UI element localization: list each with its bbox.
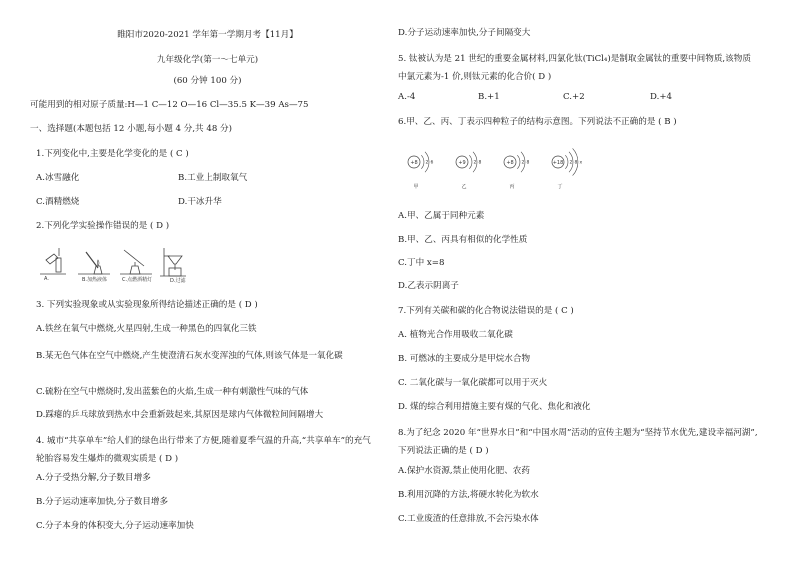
q7-option-d: D. 煤的综合利用措施主要有煤的气化、焦化和液化 bbox=[398, 402, 591, 412]
q1-option-d: D.干冰升华 bbox=[178, 197, 222, 207]
particle-label: 丙 bbox=[509, 184, 515, 190]
particle-diagram bbox=[552, 148, 583, 190]
q5-option-a: A.-4 bbox=[398, 92, 416, 102]
shell-electron-count: 8 bbox=[526, 160, 530, 166]
q3-stem: 3. 下列实验现象或从实验现象所得结论描述正确的是 ( D ) bbox=[36, 300, 258, 310]
shell-electron-count: 8 bbox=[478, 160, 482, 166]
shell-electron-count: 2 bbox=[521, 160, 525, 166]
q2-fig-label-a: A. bbox=[44, 276, 49, 282]
q7-option-a: A. 植物光合作用吸收二氧化碳 bbox=[398, 330, 513, 340]
shell-electron-count: x bbox=[579, 160, 583, 166]
q3-option-b: B.某无色气体在空气中燃烧,产生使澄清石灰水变浑浊的气体,则该气体是一氧化碳 bbox=[36, 351, 343, 361]
q6-option-c: C.丁中 x=8 bbox=[398, 258, 445, 268]
nucleus-charge: +8 bbox=[506, 160, 514, 166]
q8-stem: 8.为了纪念 2020 年“世界水日”和“中国水周”活动的宣传主题为“坚持节水优先,建设幸福河湖”,下列说法正确的是 ( D ) bbox=[398, 428, 758, 456]
q1-option-b: B.工业上制取氧气 bbox=[178, 173, 248, 183]
shell-electron-count: 2 bbox=[425, 160, 429, 166]
exam-subtitle: 九年级化学(第一～七单元) bbox=[156, 55, 259, 65]
q8-option-b: B.利用沉降的方法,将硬水转化为软水 bbox=[398, 490, 539, 500]
q6-particle-diagrams bbox=[404, 146, 594, 192]
electron-shell-arc bbox=[469, 155, 472, 169]
q1-option-c: C.酒精燃烧 bbox=[36, 197, 80, 207]
shell-electron-count: 2 bbox=[569, 160, 573, 166]
q1-option-a: A.冰雪融化 bbox=[36, 173, 80, 183]
q4-option-b: B.分子运动速率加快,分子数目增多 bbox=[36, 497, 169, 507]
q5-option-c: C.+2 bbox=[563, 92, 585, 102]
shell-electron-count: 6 bbox=[430, 160, 434, 166]
q6-option-b: B.甲、乙、丙具有相似的化学性质 bbox=[398, 235, 528, 245]
particle-label: 甲 bbox=[413, 184, 419, 190]
q8-option-c: C.工业废渣的任意排放,不会污染水体 bbox=[398, 514, 539, 524]
q4-option-c: C.分子本身的体积变大,分子运动速率加快 bbox=[36, 521, 194, 531]
q3-option-a: A.铁丝在氧气中燃烧,火星四射,生成一种黑色的四氧化三铁 bbox=[36, 324, 257, 334]
nucleus-charge: +8 bbox=[410, 160, 418, 166]
particle-diagram bbox=[408, 152, 434, 190]
exam-time-score: (60 分钟 100 分) bbox=[173, 76, 242, 86]
q7-stem: 7.下列有关碳和碳的化合物说法错误的是 ( C ) bbox=[398, 306, 574, 316]
q7-option-b: B. 可燃冰的主要成分是甲烷水合物 bbox=[398, 354, 531, 364]
section-heading: 一、选择题(本题包括 12 小题,每小题 4 分,共 48 分) bbox=[30, 124, 232, 134]
nucleus-charge: +9 bbox=[458, 160, 466, 166]
q4-stem: 4. 城市“共享单车”给人们的绿色出行带来了方便,随着夏季气温的升高,“共享单车”的充气轮胎容易发生爆炸的微观实质是 ( D ) bbox=[36, 436, 371, 464]
q3-option-d: D.踩瘪的乒乓球放到热水中会重新鼓起来,其原因是球内气体微粒间间隔增大 bbox=[36, 410, 324, 420]
q3-option-c: C.硫粉在空气中燃烧时,发出蓝紫色的火焰,生成一种有刺激性气味的气体 bbox=[36, 387, 309, 397]
electron-shell-arc bbox=[517, 155, 520, 169]
q4-option-a: A.分子受热分解,分子数目增多 bbox=[36, 473, 151, 483]
q8-option-a: A.保护水资源,禁止使用化肥、农药 bbox=[398, 466, 530, 476]
particle-label: 乙 bbox=[461, 184, 467, 190]
nucleus-charge: +18 bbox=[552, 160, 564, 166]
shell-electron-count: 2 bbox=[473, 160, 477, 166]
atomic-masses: 可能用到的相对原子质量:H—1 C—12 O—16 Cl—35.5 K—39 As—75 bbox=[30, 100, 309, 110]
q6-option-d: D.乙表示阴离子 bbox=[398, 281, 459, 291]
q2-fig-label-d: D.过滤 bbox=[170, 278, 186, 284]
shell-electron-count: 8 bbox=[574, 160, 578, 166]
q4-option-d: D.分子运动速率加快,分子间隔变大 bbox=[398, 28, 531, 38]
q2-fig-label-c: C.点燃酒精灯 bbox=[122, 277, 153, 283]
particle-diagram bbox=[456, 152, 482, 190]
q5-option-b: B.+1 bbox=[478, 92, 500, 102]
q6-stem: 6.甲、乙、丙、丁表示四种粒子的结构示意图。下列说法不正确的是 ( B ) bbox=[398, 117, 677, 127]
particle-diagram bbox=[504, 152, 530, 190]
particle-label: 丁 bbox=[557, 184, 563, 190]
q1-stem: 1.下列变化中,主要是化学变化的是 ( C ) bbox=[36, 149, 189, 159]
q2-fig-label-b: B.加热液体 bbox=[82, 277, 108, 283]
q6-diagram-svg bbox=[404, 146, 594, 192]
q5-option-d: D.+4 bbox=[650, 92, 672, 102]
q2-stem: 2.下列化学实验操作错误的是 ( D ) bbox=[36, 221, 170, 231]
q2-lab-figure bbox=[36, 244, 196, 284]
q5-stem: 5. 钛被认为是 21 世纪的重要金属材料,四氯化钛(TiCl₄)是制取金属钛的重要中间物质,该物质中氯元素为-1 价,则钛元素的化合价( D ) bbox=[398, 54, 751, 82]
electron-shell-arc bbox=[565, 155, 568, 169]
exam-title: 睢阳市2020-2021 学年第一学期月考【11月】 bbox=[117, 30, 298, 40]
electron-shell-arc bbox=[421, 155, 424, 169]
q7-option-c: C. 二氧化碳与一氧化碳都可以用于灭火 bbox=[398, 378, 548, 388]
q6-option-a: A.甲、乙属于同种元素 bbox=[398, 211, 485, 221]
